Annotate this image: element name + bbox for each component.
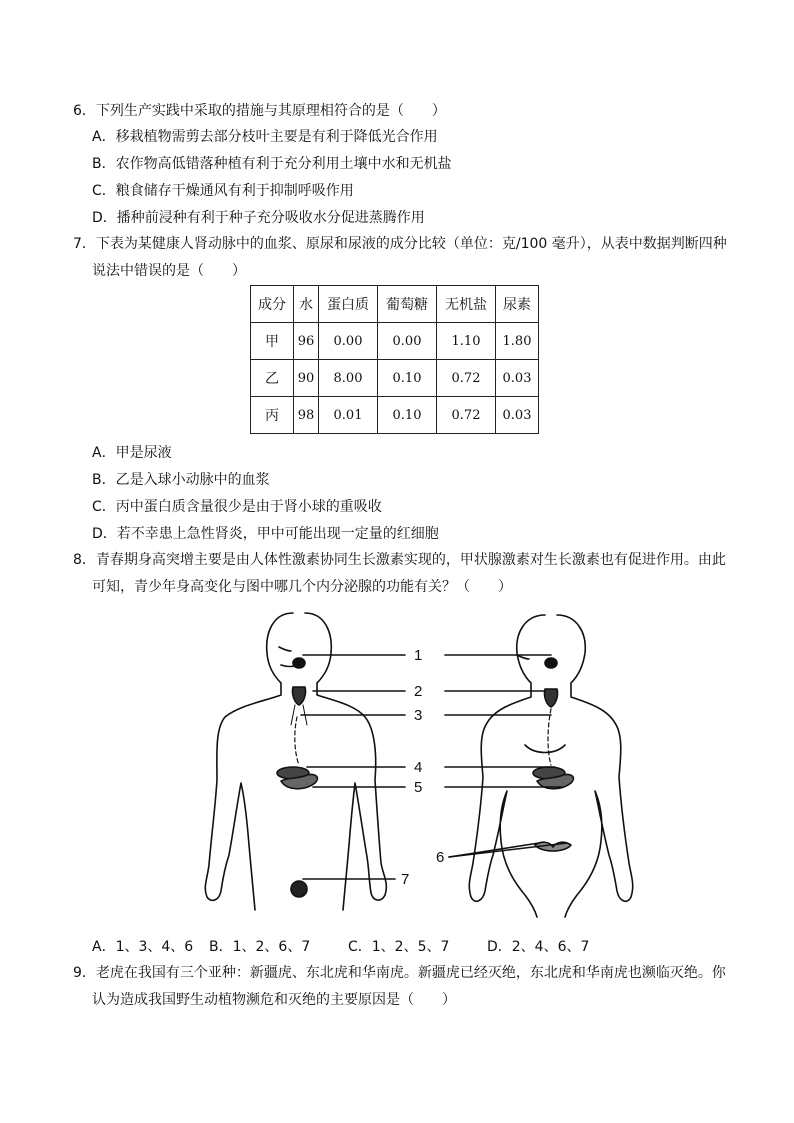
table-cell: 1.10	[437, 323, 496, 360]
question-7-stem-line1: 7．下表为某健康人肾动脉中的血浆、原尿和尿液的成分比较（单位：克/100 毫升），从表中数据判断四种	[73, 236, 727, 252]
leader-lines	[301, 655, 567, 879]
table-header-row	[251, 286, 539, 323]
question-7-option-a: A．甲是尿液	[92, 445, 172, 461]
question-8-option-c: C．1、2、5、7	[348, 939, 450, 955]
table-cell: 0.00	[378, 323, 437, 360]
question-8-option-d: D．2、4、6、7	[487, 939, 590, 955]
question-6-stem: 6．下列生产实践中采取的措施与其原理相符合的是（ ）	[73, 103, 446, 119]
table-header-cell: 成分	[251, 286, 294, 323]
endocrine-glands-diagram	[195, 605, 645, 920]
female-glands	[533, 658, 573, 851]
table-header-cell: 水	[294, 286, 319, 323]
question-8-stem-line2: 可知，青少年身高变化与图中哪几个内分泌腺的功能有关？（ ）	[92, 579, 512, 595]
table-header-cell: 蛋白质	[319, 286, 378, 323]
gland-label-6: 6	[436, 849, 445, 866]
male-glands	[277, 658, 317, 897]
table-row	[251, 360, 539, 397]
question-9-stem-line1: 9．老虎在我国有三个亚种：新疆虎、东北虎和华南虎。新疆虎已经灭绝，东北虎和华南虎也濒临灭绝。你	[73, 965, 726, 981]
question-8-stem-line1: 8．青春期身高突增主要是由人体性激素协同生长激素实现的，甲状腺激素对生长激素也有促进作用。由此	[73, 552, 726, 568]
table-header-cell: 葡萄糖	[378, 286, 437, 323]
gland-label-4: 4	[414, 759, 423, 776]
table-cell: 1.80	[496, 323, 539, 360]
table-cell: 甲	[251, 323, 294, 360]
table-cell: 0.72	[437, 360, 496, 397]
question-9-stem-line2: 认为造成我国野生动植物濒危和灭绝的主要原因是（ ）	[92, 992, 456, 1008]
question-6-option-d: D．播种前浸种有利于种子充分吸收水分促进蒸腾作用	[92, 210, 425, 226]
table-cell: 0.00	[319, 323, 378, 360]
table-row	[251, 397, 539, 434]
question-8-option-b: B．1、2、6、7	[209, 939, 311, 955]
table-header-cell: 无机盐	[437, 286, 496, 323]
question-7-option-d: D．若不幸患上急性肾炎，甲中可能出现一定量的红细胞	[92, 526, 439, 542]
table-cell: 0.10	[378, 360, 437, 397]
gland-label-2: 2	[414, 683, 423, 700]
table-cell: 90	[294, 360, 319, 397]
table-cell: 0.72	[437, 397, 496, 434]
gland-label-5: 5	[414, 779, 423, 796]
question-6-option-a: A．移栽植物需剪去部分枝叶主要是有利于降低光合作用	[92, 129, 438, 145]
gland-label-7: 7	[401, 871, 410, 888]
composition-table	[250, 285, 539, 434]
table-cell: 丙	[251, 397, 294, 434]
gland-label-3: 3	[414, 707, 423, 724]
table-cell: 0.03	[496, 360, 539, 397]
gland-label-1: 1	[414, 647, 423, 664]
table-cell: 乙	[251, 360, 294, 397]
table-cell: 0.01	[319, 397, 378, 434]
table-header-cell: 尿素	[496, 286, 539, 323]
table-cell: 96	[294, 323, 319, 360]
table-cell: 0.10	[378, 397, 437, 434]
table-cell: 0.03	[496, 397, 539, 434]
question-6-option-c: C．粮食储存干燥通风有利于抑制呼吸作用	[92, 183, 354, 199]
question-7-stem-line2: 说法中错误的是（ ）	[92, 263, 246, 279]
question-7-option-c: C．丙中蛋白质含量很少是由于肾小球的重吸收	[92, 499, 382, 515]
table-cell: 8.00	[319, 360, 378, 397]
table-cell: 98	[294, 397, 319, 434]
question-7-option-b: B．乙是入球小动脉中的血浆	[92, 472, 270, 488]
male-body-outline	[205, 613, 386, 910]
question-8-option-a: A．1、3、4、6	[92, 939, 194, 955]
table-row	[251, 323, 539, 360]
question-6-option-b: B．农作物高低错落种植有利于充分利用土壤中水和无机盐	[92, 156, 452, 172]
